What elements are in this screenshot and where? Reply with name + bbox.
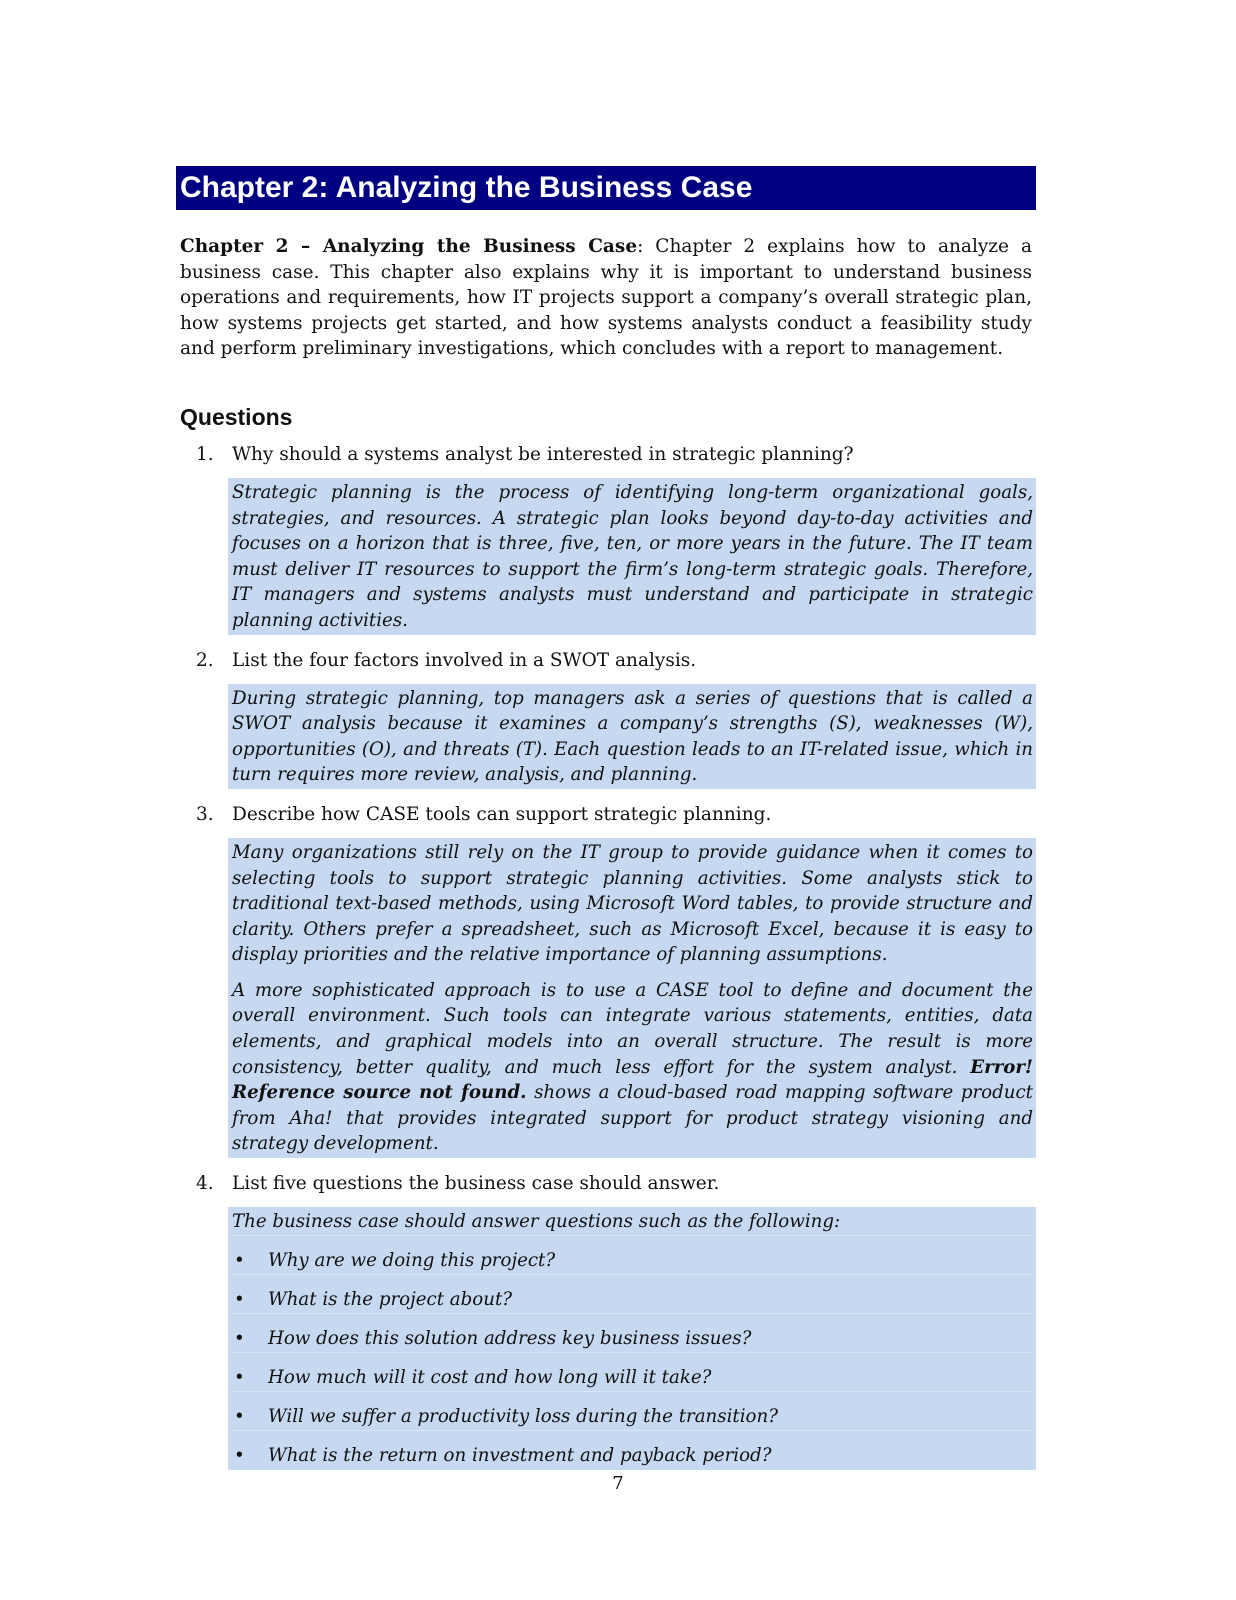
bullet-icon: •	[234, 1366, 245, 1388]
bullet-icon: •	[234, 1327, 245, 1349]
question-line	[176, 802, 1036, 828]
answer-box	[228, 684, 1036, 789]
bullet-icon: •	[234, 1249, 245, 1271]
list-item	[232, 1235, 1033, 1274]
question-text: Describe how CASE tools can support strategic planning.	[232, 803, 772, 825]
question-number: 2.	[196, 649, 214, 671]
bullet-text: What is the return on investment and payback period?	[268, 1444, 772, 1466]
document-page	[176, 166, 1036, 1470]
list-item	[232, 1313, 1033, 1352]
answer-paragraph-2	[232, 978, 1033, 1157]
spacer	[176, 789, 1036, 802]
question-line	[176, 648, 1036, 674]
bullet-text: Why are we doing this project?	[268, 1249, 556, 1271]
bullet-icon: •	[234, 1444, 245, 1466]
answer-bullet-list	[232, 1235, 1033, 1469]
list-item	[232, 1274, 1033, 1313]
bullet-icon: •	[234, 1288, 245, 1310]
spacer	[176, 1158, 1036, 1171]
bullet-text: How much will it cost and how long will it take?	[268, 1366, 712, 1388]
answer-text: During strategic planning, top managers ask a series of questions that is called a SWOT analysis because it examines a company’s strengths (S), weaknesses (W), opportunities (O), and threats (T). Each question leads to an IT-related issue, which in turn requires more review, analysis, and planning.	[232, 687, 1033, 786]
questions-heading: Questions	[180, 403, 293, 430]
list-item	[232, 1352, 1033, 1391]
question-1	[176, 442, 1036, 635]
bullet-text: Will we suffer a productivity loss during the transition?	[268, 1405, 778, 1427]
chapter-intro	[180, 234, 1032, 362]
question-line	[176, 442, 1036, 468]
question-text: List the four factors involved in a SWOT analysis.	[232, 649, 697, 671]
answer-intro: The business case should answer questions such as the following:	[232, 1211, 841, 1233]
spacer	[176, 635, 1036, 648]
answer-p2-end: shows a cloud-based road mapping software product from Aha! that provides integrated support for product strategy visioning and strategy development.	[232, 1082, 1033, 1155]
bullet-text: How does this solution address key business issues?	[268, 1327, 752, 1349]
question-number: 1.	[196, 443, 214, 465]
answer-box	[228, 478, 1036, 635]
answer-paragraph-1: Many organizations still rely on the IT group to provide guidance when it comes to selecting tools to support strategic planning activities. Some analysts stick to traditional text-based methods, using Microsoft Word tables, to provide structure and clarity. Others prefer a spreadsheet, such as Microsoft Excel, because it is easy to display priorities and the relative importance of planning assumptions.	[232, 841, 1033, 966]
answer-p2-start: A more sophisticated approach is to use a CASE tool to define and document the overall environment. Such tools can integrate various statements, entities, data elements, and graphical models into an overall structure. The result is more consistency, better quality, and much less effort for the system analyst.	[232, 979, 1033, 1078]
intro-bold-lead: Chapter 2 – Analyzing the Business Case	[180, 236, 638, 257]
question-number: 3.	[196, 803, 214, 825]
list-item	[232, 1391, 1033, 1430]
reference-error-text: Error! Reference source not found.	[232, 1056, 1033, 1104]
question-4	[176, 1171, 1036, 1470]
question-line	[176, 1171, 1036, 1197]
chapter-title-banner: Chapter 2: Analyzing the Business Case	[176, 166, 1036, 210]
question-text: List five questions the business case should answer.	[232, 1173, 720, 1195]
bullet-icon: •	[234, 1405, 245, 1427]
answer-box	[228, 838, 1036, 1158]
question-3	[176, 802, 1036, 1158]
question-text: Why should a systems analyst be interested in strategic planning?	[232, 443, 854, 465]
question-2	[176, 648, 1036, 789]
question-list	[176, 442, 1036, 1470]
bullet-text: What is the project about?	[268, 1288, 513, 1310]
answer-box	[228, 1207, 1036, 1470]
question-number: 4.	[196, 1173, 214, 1195]
intro-text: : Chapter 2 explains how to analyze a business case. This chapter also explains why it is important to understand business operations and requirements, how IT projects support a company’s overall strategic plan, how systems projects get started, and how systems analysts conduct a feasibility study and perform preliminary investigations, which concludes with a report to management.	[180, 236, 1032, 360]
answer-text: Strategic planning is the process of identifying long-term organizational goals, strategies, and resources. A strategic plan looks beyond day-to-day activities and focuses on a horizon that is three, five, ten, or more years in the future. The IT team must deliver IT resources to support the firm’s long-term strategic goals. Therefore, IT managers and systems analysts must understand and participate in strategic planning activities.	[232, 481, 1033, 631]
list-item	[232, 1430, 1033, 1469]
page-number: 7	[612, 1473, 624, 1494]
